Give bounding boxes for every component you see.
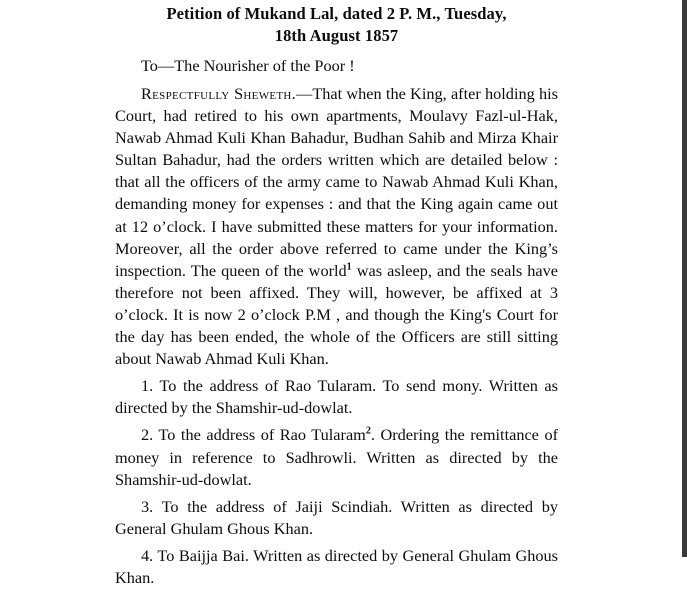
list-item [115, 370, 558, 419]
item-number: 4. [141, 545, 154, 565]
item-text: To the address of Rao Tularam [153, 425, 366, 445]
list-item [115, 419, 558, 490]
body-text-continued: was asleep, and the seals have therefore not been affixed. They will, however, be affixed at 3 o’clock. It is now 2 o’clock P.M , and though the King's Court for the day has been ended, the whole of the Officers are still sitting about Nawab Ahmad Kuli Khan. [115, 260, 558, 369]
salutation: To—The Nourisher of the Poor ! [141, 56, 355, 75]
opening-phrase: Respectfully Sheweth. [141, 84, 297, 103]
item-text: To Baijja Bai. Written as directed by General Ghulam Ghous Khan. [115, 545, 558, 587]
list-item [115, 540, 558, 589]
item-number: 1. [141, 376, 154, 396]
item-footnote-marker: 2 [365, 425, 371, 437]
title-line-1: Petition of Mukand Lal, dated 2 P. M., Tuesday, [166, 4, 507, 23]
item-text-continued: . Ordering the remittance of money in reference to Sadhrowli. Written as directed by the Shamshir-ud-dowlat. [115, 425, 559, 489]
item-text: To the address of Rao Tularam. To send mony. Written as directed by the Shamshir-ud-dowlat. [115, 376, 558, 418]
item-text: To the address of Jaiji Scindiah. Written as directed by General Ghulam Ghous Khan. [115, 496, 558, 538]
item-number: 3. [141, 496, 154, 516]
page-title [115, 0, 558, 46]
text-column [115, 0, 558, 589]
list-item [115, 491, 558, 540]
body-text-main: —That when the King, after holding his Court, had retired to his own apartments, Moulavy Fazl-ul-Hak, Nawab Ahmad Kuli Khan Bahadur, Budhan Sahib and Mirza Khair Sultan Bahadur, had the orders written which are detailed below : that all the officers of the army came to Nawab Ahmad Kuli Khan, demanding money for expenses : and that the King again came out at 12 o’clock. I have submitted these matters for your information. Moreover, all the order above referred to came under the King’s inspection. The queen of the world [115, 84, 559, 280]
title-line-2: 18th August 1857 [274, 25, 399, 45]
item-number: 2. [141, 425, 154, 445]
scan-gutter-edge [682, 0, 687, 557]
footnote-marker-1: 1 [346, 261, 352, 273]
body-paragraph [115, 77, 558, 370]
